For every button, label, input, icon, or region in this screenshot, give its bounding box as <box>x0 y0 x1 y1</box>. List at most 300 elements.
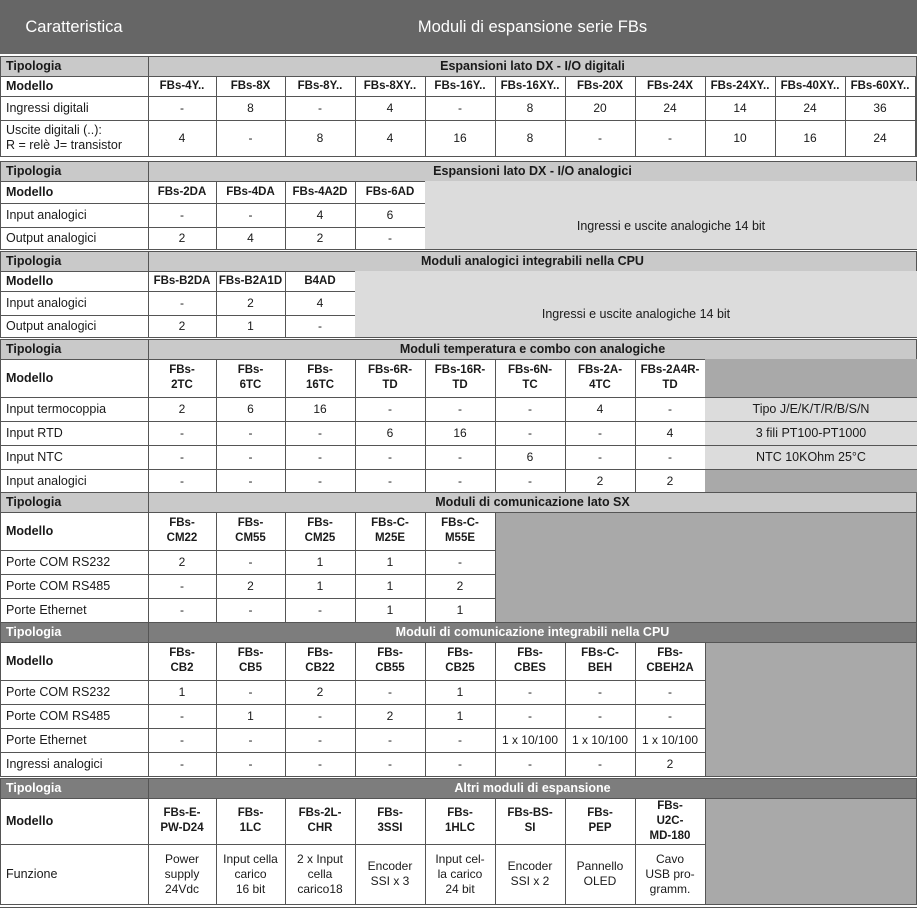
value-cell <box>425 445 495 469</box>
grid-line <box>565 642 566 776</box>
grid-line <box>148 339 149 493</box>
value-cell <box>355 445 425 469</box>
model-name <box>565 76 635 96</box>
cell-text: 8 <box>526 100 534 115</box>
cell-text: - <box>248 756 253 771</box>
value-cell <box>355 704 425 728</box>
grid-line <box>0 56 1 156</box>
value-cell <box>148 291 216 315</box>
model-name <box>425 76 495 96</box>
value-cell <box>425 704 495 728</box>
cell-text: Porte COM RS485 <box>6 578 111 593</box>
value-cell <box>425 728 495 752</box>
cell-text: 6 <box>526 449 534 464</box>
cell-text: - <box>180 732 184 747</box>
cell-text: Modello <box>6 523 54 538</box>
cell-text: - <box>248 425 253 440</box>
cell-text: 1 <box>316 578 324 593</box>
grid-line <box>0 249 917 250</box>
value-cell <box>495 445 565 469</box>
model-name <box>285 76 355 96</box>
model-name <box>775 76 845 96</box>
value-cell <box>565 445 635 469</box>
cell-text: - <box>668 708 672 723</box>
modello-label <box>0 271 148 291</box>
grid-line <box>355 181 356 249</box>
grid-line <box>0 492 917 493</box>
cell-text: - <box>458 401 462 416</box>
value-cell <box>565 469 635 493</box>
sensor-note <box>705 445 917 469</box>
grid-line <box>0 339 1 493</box>
value-cell <box>216 397 285 421</box>
grid-line <box>355 512 356 622</box>
cell-text: FBs-BS- SI <box>507 807 553 834</box>
value-cell <box>635 469 705 493</box>
row-label <box>0 421 148 445</box>
value-cell <box>216 227 285 249</box>
cell-text: Porte COM RS485 <box>6 708 111 723</box>
cell-text: 2 x Input cella carico18 <box>296 851 344 896</box>
cell-text: - <box>668 130 672 145</box>
cell-text: - <box>318 708 322 723</box>
cell-text: FBs-40XY.. <box>780 79 840 92</box>
value-cell <box>148 728 216 752</box>
cell-text: - <box>528 425 532 440</box>
value-cell <box>148 227 216 249</box>
cell-text: Modello <box>6 813 54 828</box>
cell-text: FBs- CB2 <box>169 647 195 674</box>
header-caratteristica <box>0 0 148 54</box>
cell-text: 2 <box>666 756 674 771</box>
cell-text: - <box>318 449 322 464</box>
s1-title <box>148 56 917 76</box>
value-cell <box>565 728 635 752</box>
value-cell <box>355 421 425 445</box>
tipologia-label <box>0 56 148 76</box>
cell-text: 1 x 10/100 <box>571 732 629 747</box>
cell-text: FBs- CB55 <box>375 647 405 674</box>
grid-line <box>0 776 917 777</box>
grid-line <box>216 642 217 776</box>
value-cell <box>216 752 285 776</box>
cell-text: 10 <box>733 130 747 145</box>
grid-line <box>0 156 917 157</box>
cell-text: - <box>528 401 532 416</box>
cell-text: Ingressi e uscite analogiche 14 bit <box>576 218 766 233</box>
cell-text: Porte Ethernet <box>6 732 87 747</box>
row-label <box>0 445 148 469</box>
value-cell <box>148 574 216 598</box>
value-cell <box>285 550 355 574</box>
cell-text: 1 <box>386 554 394 569</box>
value-cell <box>285 291 355 315</box>
value-cell <box>635 96 705 120</box>
tipologia-label <box>0 251 148 271</box>
cell-text: Power supply 24Vdc <box>164 851 200 896</box>
value-cell <box>285 227 355 249</box>
modello-label <box>0 181 148 203</box>
cell-text: Input analogici <box>6 295 87 310</box>
value-cell <box>355 728 425 752</box>
model-name <box>565 359 635 397</box>
grid-line <box>285 642 286 776</box>
grid-line <box>148 492 149 622</box>
value-cell <box>635 397 705 421</box>
row-label <box>0 598 148 622</box>
cell-text: - <box>180 602 184 617</box>
cell-text: Tipologia <box>6 780 62 795</box>
cell-text: - <box>598 708 602 723</box>
row-label <box>0 680 148 704</box>
cell-text: Porte Ethernet <box>6 602 87 617</box>
cell-text: - <box>458 449 462 464</box>
cell-text: - <box>528 684 532 699</box>
value-cell <box>216 598 285 622</box>
value-cell <box>425 120 495 156</box>
cell-text: - <box>668 449 672 464</box>
cell-text: FBs-4DA <box>226 185 275 198</box>
value-cell <box>285 752 355 776</box>
cell-text: Moduli temperatura e combo con analogiche <box>399 341 666 356</box>
model-name <box>845 76 915 96</box>
cell-text: - <box>180 425 184 440</box>
blank-area <box>706 643 916 776</box>
cell-text: Espansioni lato DX - I/O digitali <box>440 58 625 73</box>
model-name <box>495 359 565 397</box>
cell-text: FBs- 16TC <box>305 364 335 391</box>
cell-text: FBs-60XY.. <box>850 79 910 92</box>
model-name <box>355 181 425 203</box>
cell-text: FBs-6AD <box>365 185 415 198</box>
cell-text: - <box>180 100 184 115</box>
row-label <box>0 728 148 752</box>
cell-text: FBs-24XY.. <box>710 79 770 92</box>
value-cell <box>216 96 285 120</box>
cell-text: 1 x 10/100 <box>501 732 559 747</box>
grid-line <box>425 512 426 622</box>
value-cell <box>495 752 565 776</box>
value-cell <box>355 469 425 493</box>
model-name <box>635 359 705 397</box>
cell-text: Modello <box>6 184 54 199</box>
cell-text: FBs-6N- TC <box>507 364 553 391</box>
cell-text: FBs-8Y.. <box>297 79 343 92</box>
model-name <box>285 271 355 291</box>
value-cell <box>495 704 565 728</box>
grid-line <box>425 359 426 493</box>
model-name <box>216 642 285 680</box>
grid-line <box>285 271 286 337</box>
value-cell <box>425 680 495 704</box>
model-name <box>216 359 285 397</box>
model-name <box>425 642 495 680</box>
cell-text: 1 <box>456 602 464 617</box>
value-cell <box>355 203 425 227</box>
value-cell <box>565 844 635 904</box>
cell-text: 2 <box>316 684 324 699</box>
cell-text: - <box>388 684 392 699</box>
value-cell <box>285 203 355 227</box>
value-cell <box>148 469 216 493</box>
cell-text: 1 <box>316 554 324 569</box>
row-label <box>0 96 148 120</box>
model-name <box>495 76 565 96</box>
grid-line <box>285 798 286 904</box>
row-label <box>0 291 148 315</box>
analog-note <box>425 203 917 249</box>
cell-text: - <box>248 732 253 747</box>
cell-text: 1 <box>456 684 464 699</box>
value-cell <box>148 421 216 445</box>
value-cell <box>495 844 565 904</box>
grid-line <box>635 359 636 493</box>
model-name <box>635 76 705 96</box>
cell-text: - <box>458 473 462 488</box>
model-name <box>425 798 495 844</box>
cell-text: Tipologia <box>6 624 62 639</box>
cell-text: 16 <box>803 130 817 145</box>
model-name <box>148 76 216 96</box>
cell-text: - <box>248 684 253 699</box>
value-cell <box>635 704 705 728</box>
model-name <box>285 359 355 397</box>
cell-text: FBs-C- M25E <box>371 517 409 544</box>
cell-text: FBs-4A2D <box>292 185 348 198</box>
cell-text: 24 <box>873 130 887 145</box>
grid-line <box>0 251 917 252</box>
cell-text: Uscite digitali (..): R = relè J= transistor <box>6 123 123 152</box>
model-name <box>285 181 355 203</box>
cell-text: FBs-2A4R- TD <box>640 364 700 391</box>
cell-text: - <box>668 684 672 699</box>
cell-text: FBs- 1HLC <box>444 807 476 834</box>
model-name <box>495 642 565 680</box>
cell-text: FBs- CM22 <box>166 517 198 544</box>
cell-text: Input analogici <box>6 473 87 488</box>
value-cell <box>425 752 495 776</box>
grid-line <box>845 76 846 156</box>
value-cell <box>355 598 425 622</box>
cell-text: - <box>180 449 184 464</box>
model-name <box>148 642 216 680</box>
cell-text: 1 <box>456 708 464 723</box>
model-name <box>148 181 216 203</box>
cell-text: - <box>598 425 602 440</box>
cell-text: 16 <box>453 425 467 440</box>
cell-text: - <box>388 230 392 245</box>
cell-text: Porte COM RS232 <box>6 684 111 699</box>
cell-text: FBs-B2DA <box>153 274 211 287</box>
model-name <box>705 76 775 96</box>
value-cell <box>425 844 495 904</box>
cell-text: - <box>318 425 322 440</box>
value-cell <box>148 704 216 728</box>
value-cell <box>148 203 216 227</box>
value-cell <box>355 680 425 704</box>
value-cell <box>495 680 565 704</box>
cell-text: 8 <box>526 130 534 145</box>
grid-line <box>0 337 917 338</box>
cell-text: 4 <box>596 401 604 416</box>
cell-text: - <box>248 602 253 617</box>
value-cell <box>148 752 216 776</box>
value-cell <box>635 120 705 156</box>
grid-line <box>0 161 917 162</box>
cell-text: 2 <box>386 708 394 723</box>
cell-text: FBs-2A- 4TC <box>577 364 623 391</box>
cell-text: Espansioni lato DX - I/O analogici <box>433 163 632 178</box>
cell-text: Tipologia <box>6 494 62 509</box>
value-cell <box>285 469 355 493</box>
cell-text: - <box>388 756 392 771</box>
value-cell <box>285 397 355 421</box>
grid-line <box>635 76 636 156</box>
value-cell <box>425 397 495 421</box>
cell-text: Modello <box>6 78 54 93</box>
grid-line <box>148 161 149 249</box>
cell-text: - <box>528 473 532 488</box>
model-name <box>355 642 425 680</box>
cell-text: Moduli di comunicazione lato SX <box>435 494 630 509</box>
blank-area <box>355 271 917 291</box>
value-cell <box>355 397 425 421</box>
cell-text: - <box>528 756 532 771</box>
row-label <box>0 227 148 249</box>
cell-text: 3 fili PT100-PT1000 <box>755 425 867 440</box>
cell-text: - <box>318 732 322 747</box>
grid-line <box>495 76 496 156</box>
model-name <box>565 798 635 844</box>
cell-text: Output analogici <box>6 318 97 333</box>
cell-text: Output analogici <box>6 230 97 245</box>
value-cell <box>355 96 425 120</box>
model-name <box>285 512 355 550</box>
cell-text: Moduli analogici integrabili nella CPU <box>421 253 644 268</box>
cell-text: - <box>388 473 392 488</box>
value-cell <box>148 315 216 337</box>
cell-text: 36 <box>873 100 887 115</box>
cell-text: FBs- CB22 <box>305 647 335 674</box>
cell-text: 2 <box>666 473 674 488</box>
cell-text: 2 <box>178 230 186 245</box>
cell-text: FBs- U2C- MD-180 <box>649 799 691 842</box>
cell-text: FBs-C- M55E <box>441 517 479 544</box>
grid-line <box>216 512 217 622</box>
value-cell <box>148 680 216 704</box>
model-name <box>495 798 565 844</box>
value-cell <box>495 120 565 156</box>
model-name <box>355 798 425 844</box>
cell-text: 24 <box>663 100 677 115</box>
value-cell <box>285 120 355 156</box>
grid-line <box>705 421 917 422</box>
grid-line <box>0 778 917 779</box>
tipologia-label <box>0 339 148 359</box>
cell-text: 6 <box>247 401 254 416</box>
model-name <box>148 359 216 397</box>
cell-text: - <box>318 756 322 771</box>
cell-text: 4 <box>386 130 394 145</box>
cell-text: Porte COM RS232 <box>6 554 111 569</box>
cell-text: Modello <box>6 273 54 288</box>
grid-line <box>0 622 1 776</box>
cell-text: B4AD <box>304 274 336 287</box>
value-cell <box>495 728 565 752</box>
model-name <box>216 271 285 291</box>
value-cell <box>565 96 635 120</box>
model-name <box>635 798 705 844</box>
cell-text: 2 <box>178 401 186 416</box>
cell-text: - <box>458 756 462 771</box>
grid-line <box>355 798 356 904</box>
model-name <box>148 798 216 844</box>
row-label <box>0 203 148 227</box>
value-cell <box>285 704 355 728</box>
cell-text: 4 <box>666 425 674 440</box>
cell-text: 2 <box>247 578 254 593</box>
grid-line <box>0 778 1 904</box>
cell-text: - <box>248 554 253 569</box>
row-label <box>0 704 148 728</box>
model-name <box>216 181 285 203</box>
cell-text: Encoder SSI x 3 <box>367 859 413 888</box>
cell-text: - <box>528 708 532 723</box>
value-cell <box>495 96 565 120</box>
model-name <box>425 359 495 397</box>
cell-text: - <box>248 473 253 488</box>
cell-text: FBs- CBES <box>514 647 546 674</box>
cell-text: FBs- 2TC <box>169 364 195 391</box>
tipologia-label <box>0 161 148 181</box>
cell-text: - <box>180 756 184 771</box>
value-cell <box>425 574 495 598</box>
blank-area <box>705 469 917 493</box>
value-cell <box>148 96 216 120</box>
cell-text: FBs- PEP <box>587 807 613 834</box>
cell-text: Input termocoppia <box>6 401 107 416</box>
cell-text: FBs- CB5 <box>237 647 264 674</box>
modello-label <box>0 642 148 680</box>
value-cell <box>285 96 355 120</box>
grid-line <box>0 907 917 908</box>
value-cell <box>705 96 775 120</box>
grid-line <box>0 161 1 249</box>
cell-text: 2 <box>596 473 604 488</box>
value-cell <box>565 120 635 156</box>
cell-text: 4 <box>316 207 324 222</box>
analog-note <box>355 291 917 337</box>
cell-text: FBs- CM25 <box>304 517 336 544</box>
value-cell <box>425 421 495 445</box>
value-cell <box>565 421 635 445</box>
value-cell <box>635 844 705 904</box>
cell-text: FBs- 6TC <box>237 364 264 391</box>
value-cell <box>635 421 705 445</box>
cell-text: 2 <box>178 554 186 569</box>
grid-line <box>355 359 356 493</box>
grid-line <box>635 642 636 776</box>
grid-line <box>216 181 217 249</box>
model-name <box>355 76 425 96</box>
cell-text: Altri moduli di espansione <box>454 780 611 795</box>
cell-text: - <box>318 473 322 488</box>
grid-line <box>915 76 916 156</box>
modello-label <box>0 76 148 96</box>
value-cell <box>355 844 425 904</box>
grid-line <box>355 642 356 776</box>
model-name <box>635 642 705 680</box>
